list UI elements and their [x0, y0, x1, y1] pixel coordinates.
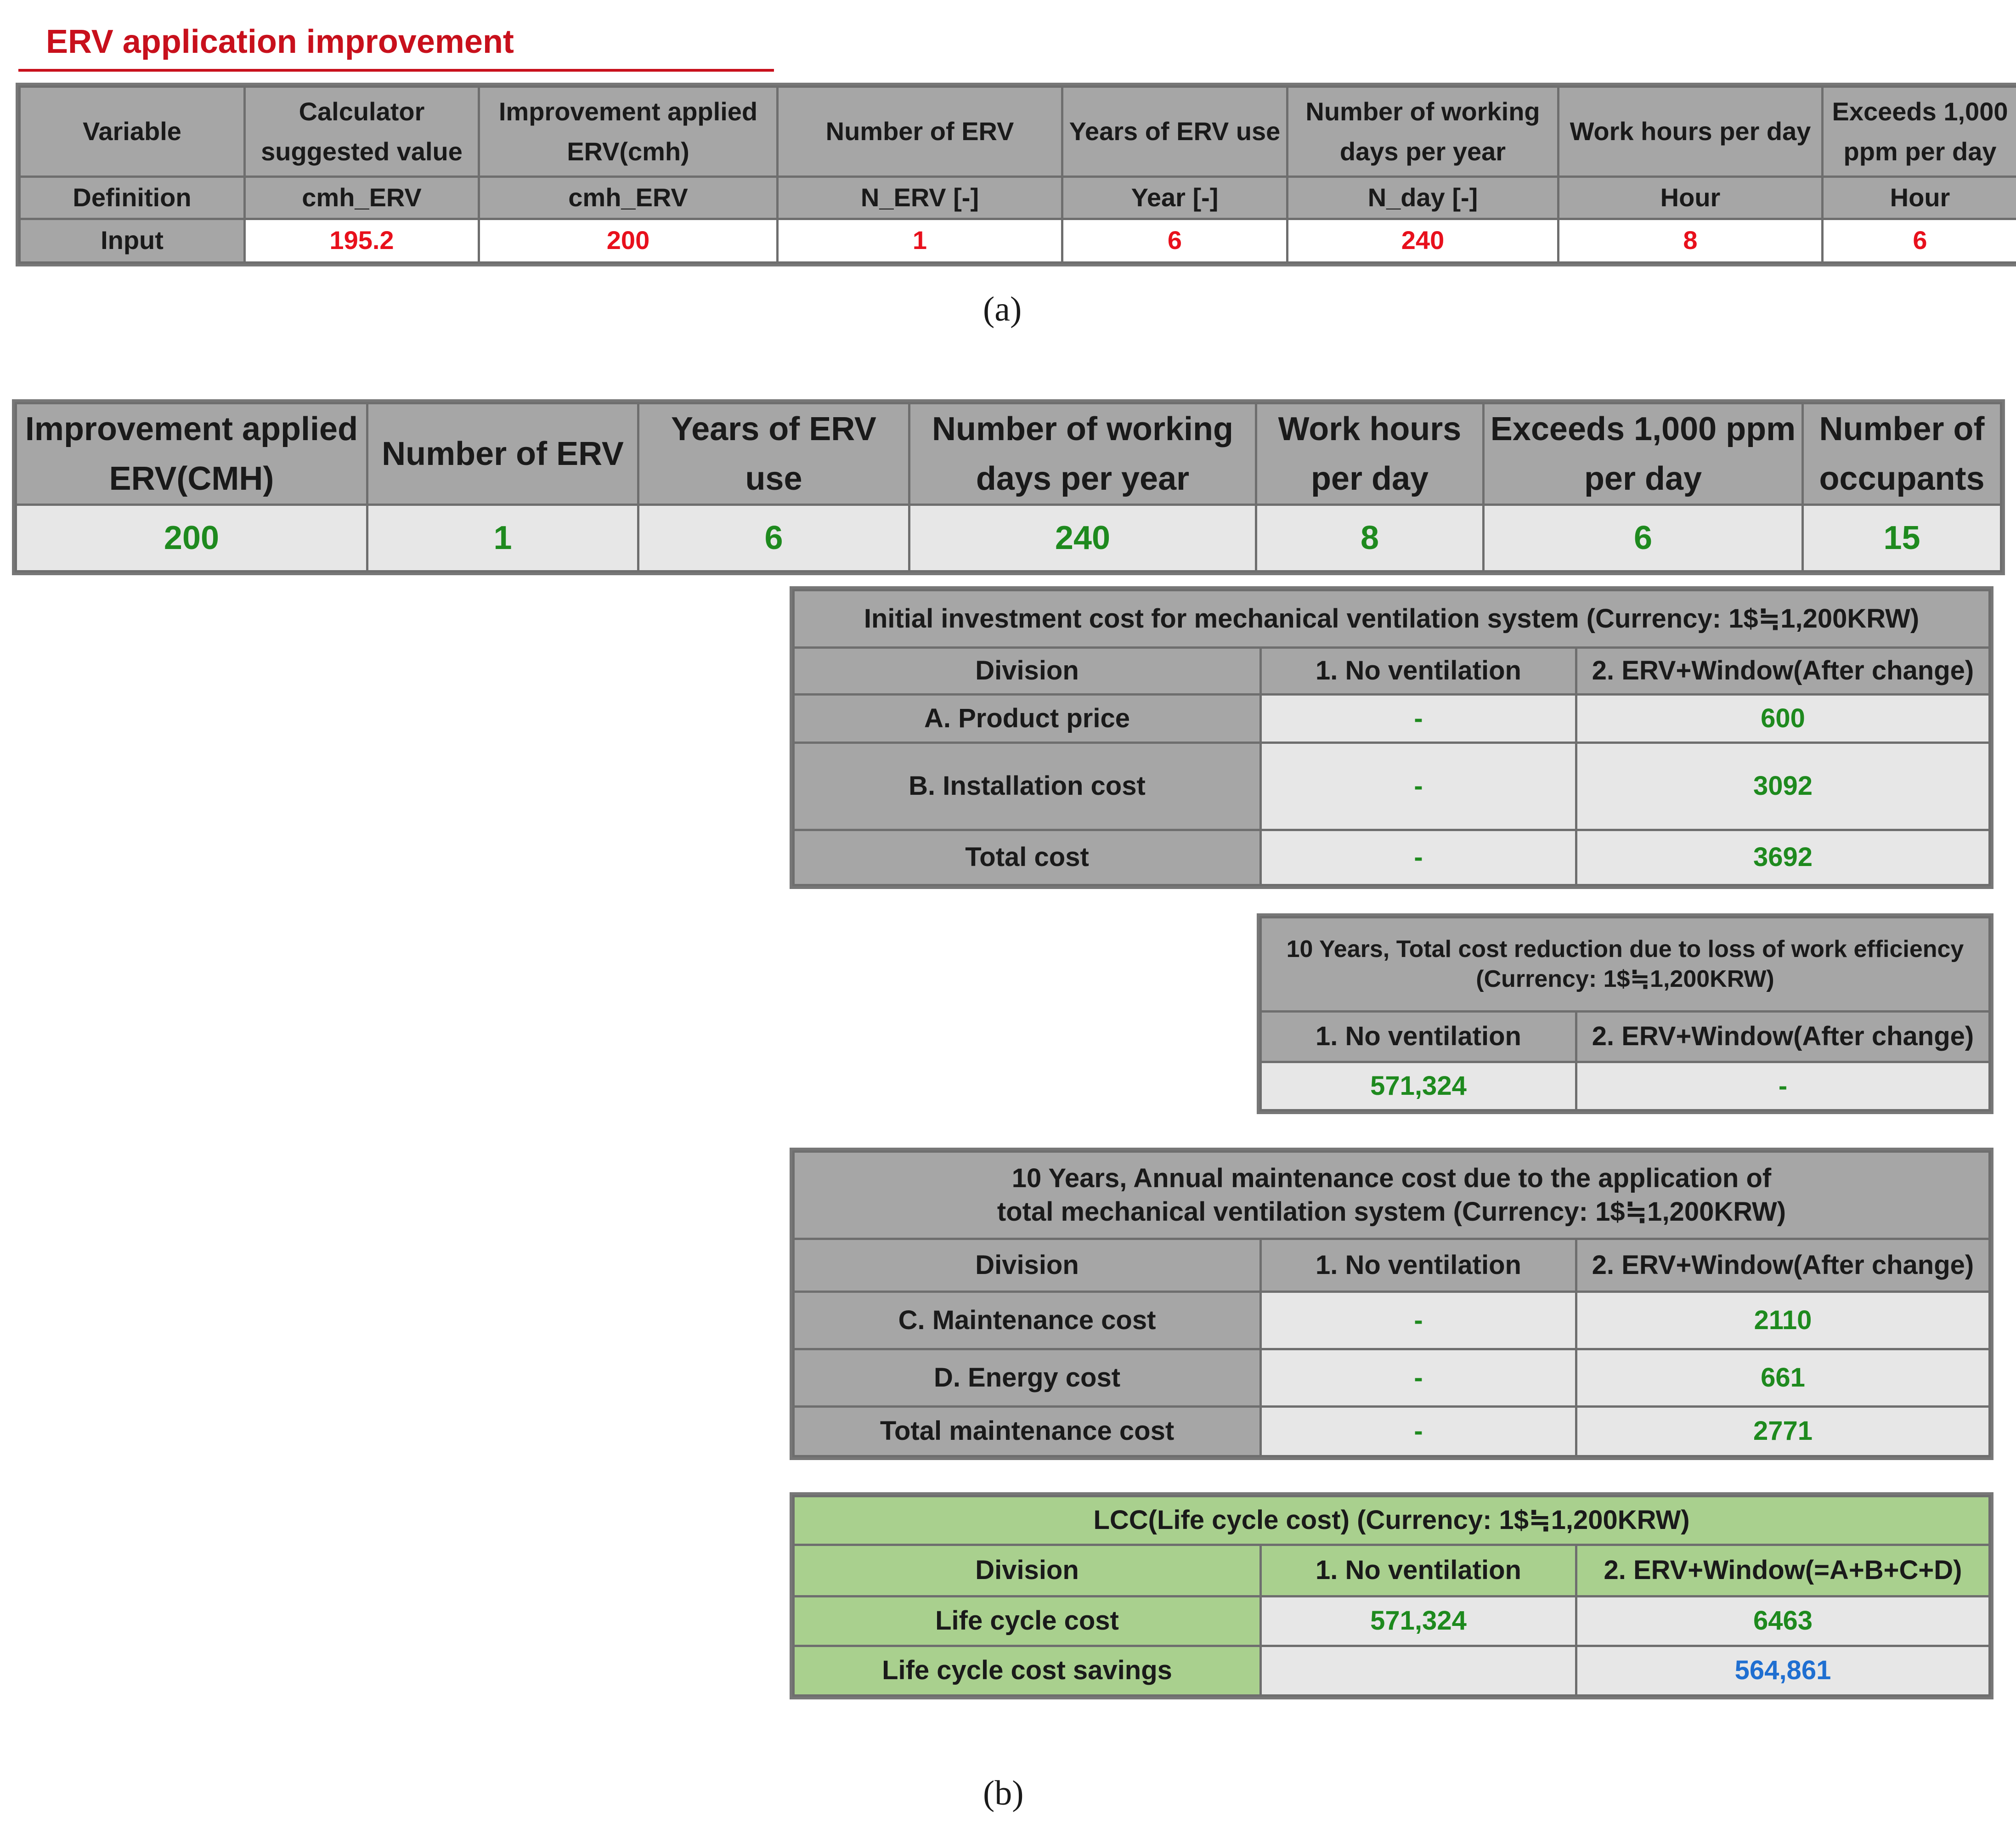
- header-cell: Number of ERV: [367, 403, 638, 505]
- table-title-line: total mechanical ventilation system (Currency: 1$≒1,200KRW): [997, 1196, 1786, 1227]
- header-cell: Number of occupants: [1803, 403, 2001, 505]
- value-cell: -: [1261, 695, 1576, 743]
- input-value-cell[interactable]: 1: [778, 219, 1062, 262]
- definition-cell: N_ERV [-]: [778, 177, 1062, 219]
- header-cell: 2. ERV+Window(After change): [1576, 1239, 1990, 1292]
- title-underline: [18, 69, 774, 72]
- row-label: Total cost: [794, 830, 1261, 885]
- header-cell: 2. ERV+Window(=A+B+C+D): [1576, 1545, 1990, 1597]
- value-cell: 6463: [1576, 1597, 1990, 1646]
- value-cell: 240: [909, 505, 1256, 572]
- value-cell: 3692: [1576, 830, 1990, 885]
- row-label: Life cycle cost savings: [794, 1646, 1261, 1696]
- savings-value-cell: 564,861: [1576, 1646, 1990, 1696]
- input-value-cell[interactable]: 195.2: [245, 219, 479, 262]
- caption-a: (a): [983, 290, 1022, 328]
- definition-row: [20, 177, 2016, 219]
- value-cell: 2771: [1576, 1407, 1990, 1456]
- value-cell: 2110: [1576, 1292, 1990, 1349]
- header-cell: Division: [794, 1239, 1261, 1292]
- value-cell: 1: [367, 505, 638, 572]
- value-cell: -: [1261, 830, 1576, 885]
- table-header-row: [794, 1545, 1990, 1597]
- row-label: Definition: [20, 177, 245, 219]
- table-row: [794, 1349, 1990, 1407]
- definition-cell: cmh_ERV: [479, 177, 778, 219]
- row-label: B. Installation cost: [794, 743, 1261, 830]
- definition-cell: Year [-]: [1062, 177, 1288, 219]
- value-cell: 571,324: [1261, 1062, 1576, 1110]
- header-cell: 2. ERV+Window(After change): [1576, 1012, 1990, 1062]
- header-cell: Calculator suggested value: [245, 87, 479, 177]
- work-efficiency-table: [1259, 916, 1991, 1111]
- value-cell: 8: [1256, 505, 1484, 572]
- table-row: [794, 743, 1990, 830]
- erv-input-table: [18, 85, 2016, 264]
- header-cell: Work hours per day: [1559, 87, 1823, 177]
- value-cell: 200: [16, 505, 367, 572]
- header-cell: Number of ERV: [778, 87, 1062, 177]
- table-header-row: [16, 403, 2001, 505]
- table-title: LCC(Life cycle cost) (Currency: 1$≒1,200KRW): [794, 1496, 1990, 1545]
- definition-cell: Hour: [1559, 177, 1823, 219]
- table-row: [794, 695, 1990, 743]
- header-cell: 2. ERV+Window(After change): [1576, 648, 1990, 695]
- table-row: [794, 1292, 1990, 1349]
- table-title-row: [794, 1152, 1990, 1239]
- table-title-line: 10 Years, Total cost reduction due to loss of work efficiency: [1286, 936, 1964, 962]
- table-row: [16, 505, 2001, 572]
- input-value-cell[interactable]: 6: [1823, 219, 2016, 262]
- header-cell: Variable: [20, 87, 245, 177]
- header-cell: 1. No ventilation: [1261, 1012, 1576, 1062]
- table-header-row: [794, 648, 1990, 695]
- header-cell: Work hours per day: [1256, 403, 1484, 505]
- table-row: [794, 1646, 1990, 1696]
- value-cell: 571,324: [1261, 1597, 1576, 1646]
- table-header-row: [794, 1239, 1990, 1292]
- input-value-cell[interactable]: 200: [479, 219, 778, 262]
- header-cell: 1. No ventilation: [1261, 1545, 1576, 1597]
- row-label: A. Product price: [794, 695, 1261, 743]
- input-value-cell[interactable]: 240: [1288, 219, 1559, 262]
- row-label: Total maintenance cost: [794, 1407, 1261, 1456]
- header-cell: Number of working days per year: [909, 403, 1256, 505]
- value-cell: -: [1261, 1349, 1576, 1407]
- row-label: D. Energy cost: [794, 1349, 1261, 1407]
- header-cell: Exceeds 1,000 ppm per day: [1484, 403, 1803, 505]
- table-title: [1261, 917, 1990, 1012]
- value-cell: 661: [1576, 1349, 1990, 1407]
- input-value-cell[interactable]: 8: [1559, 219, 1823, 262]
- definition-cell: N_day [-]: [1288, 177, 1559, 219]
- lcc-table: [792, 1495, 1991, 1697]
- header-cell: Improvement applied ERV(cmh): [479, 87, 778, 177]
- input-value-cell[interactable]: 6: [1062, 219, 1288, 262]
- table-row: [794, 830, 1990, 885]
- header-cell: Number of working days per year: [1288, 87, 1559, 177]
- table-header-row: [1261, 1012, 1990, 1062]
- initial-investment-table: [792, 589, 1991, 886]
- header-cell: Years of ERV use: [1062, 87, 1288, 177]
- header-cell: Division: [794, 648, 1261, 695]
- caption-b: (b): [983, 1774, 1024, 1812]
- section-title: ERV application improvement: [46, 23, 514, 60]
- value-cell: 600: [1576, 695, 1990, 743]
- input-row: [20, 219, 2016, 262]
- definition-cell: cmh_ERV: [245, 177, 479, 219]
- table-title-line: (Currency: 1$≒1,200KRW): [1476, 966, 1774, 992]
- table-title-line: 10 Years, Annual maintenance cost due to the application of: [1011, 1163, 1772, 1193]
- row-label: C. Maintenance cost: [794, 1292, 1261, 1349]
- value-cell: -: [1576, 1062, 1990, 1110]
- value-cell: 6: [1484, 505, 1803, 572]
- header-cell: Improvement applied ERV(CMH): [16, 403, 367, 505]
- value-cell: -: [1261, 1292, 1576, 1349]
- value-cell: -: [1261, 743, 1576, 830]
- table-row: [794, 1407, 1990, 1456]
- header-cell: 1. No ventilation: [1261, 1239, 1576, 1292]
- table-header-row: [20, 87, 2016, 177]
- value-cell: 15: [1803, 505, 2001, 572]
- header-cell: Years of ERV use: [638, 403, 909, 505]
- header-cell: 1. No ventilation: [1261, 648, 1576, 695]
- table-title-row: [794, 1496, 1990, 1545]
- table-row: [794, 1597, 1990, 1646]
- row-label: Life cycle cost: [794, 1597, 1261, 1646]
- summary-table: [15, 402, 2002, 572]
- header-cell: Division: [794, 1545, 1261, 1597]
- table-title: [794, 1152, 1990, 1239]
- value-cell: 6: [638, 505, 909, 572]
- table-title: Initial investment cost for mechanical ventilation system (Currency: 1$≒1,200KRW): [794, 590, 1990, 648]
- row-label: Input: [20, 219, 245, 262]
- header-cell: Exceeds 1,000 ppm per day: [1823, 87, 2016, 177]
- definition-cell: Hour: [1823, 177, 2016, 219]
- table-title-row: [1261, 917, 1990, 1012]
- table-title-row: [794, 590, 1990, 648]
- maintenance-cost-table: [792, 1150, 1991, 1457]
- value-cell: [1261, 1646, 1576, 1696]
- value-cell: -: [1261, 1407, 1576, 1456]
- value-cell: 3092: [1576, 743, 1990, 830]
- table-row: [1261, 1062, 1990, 1110]
